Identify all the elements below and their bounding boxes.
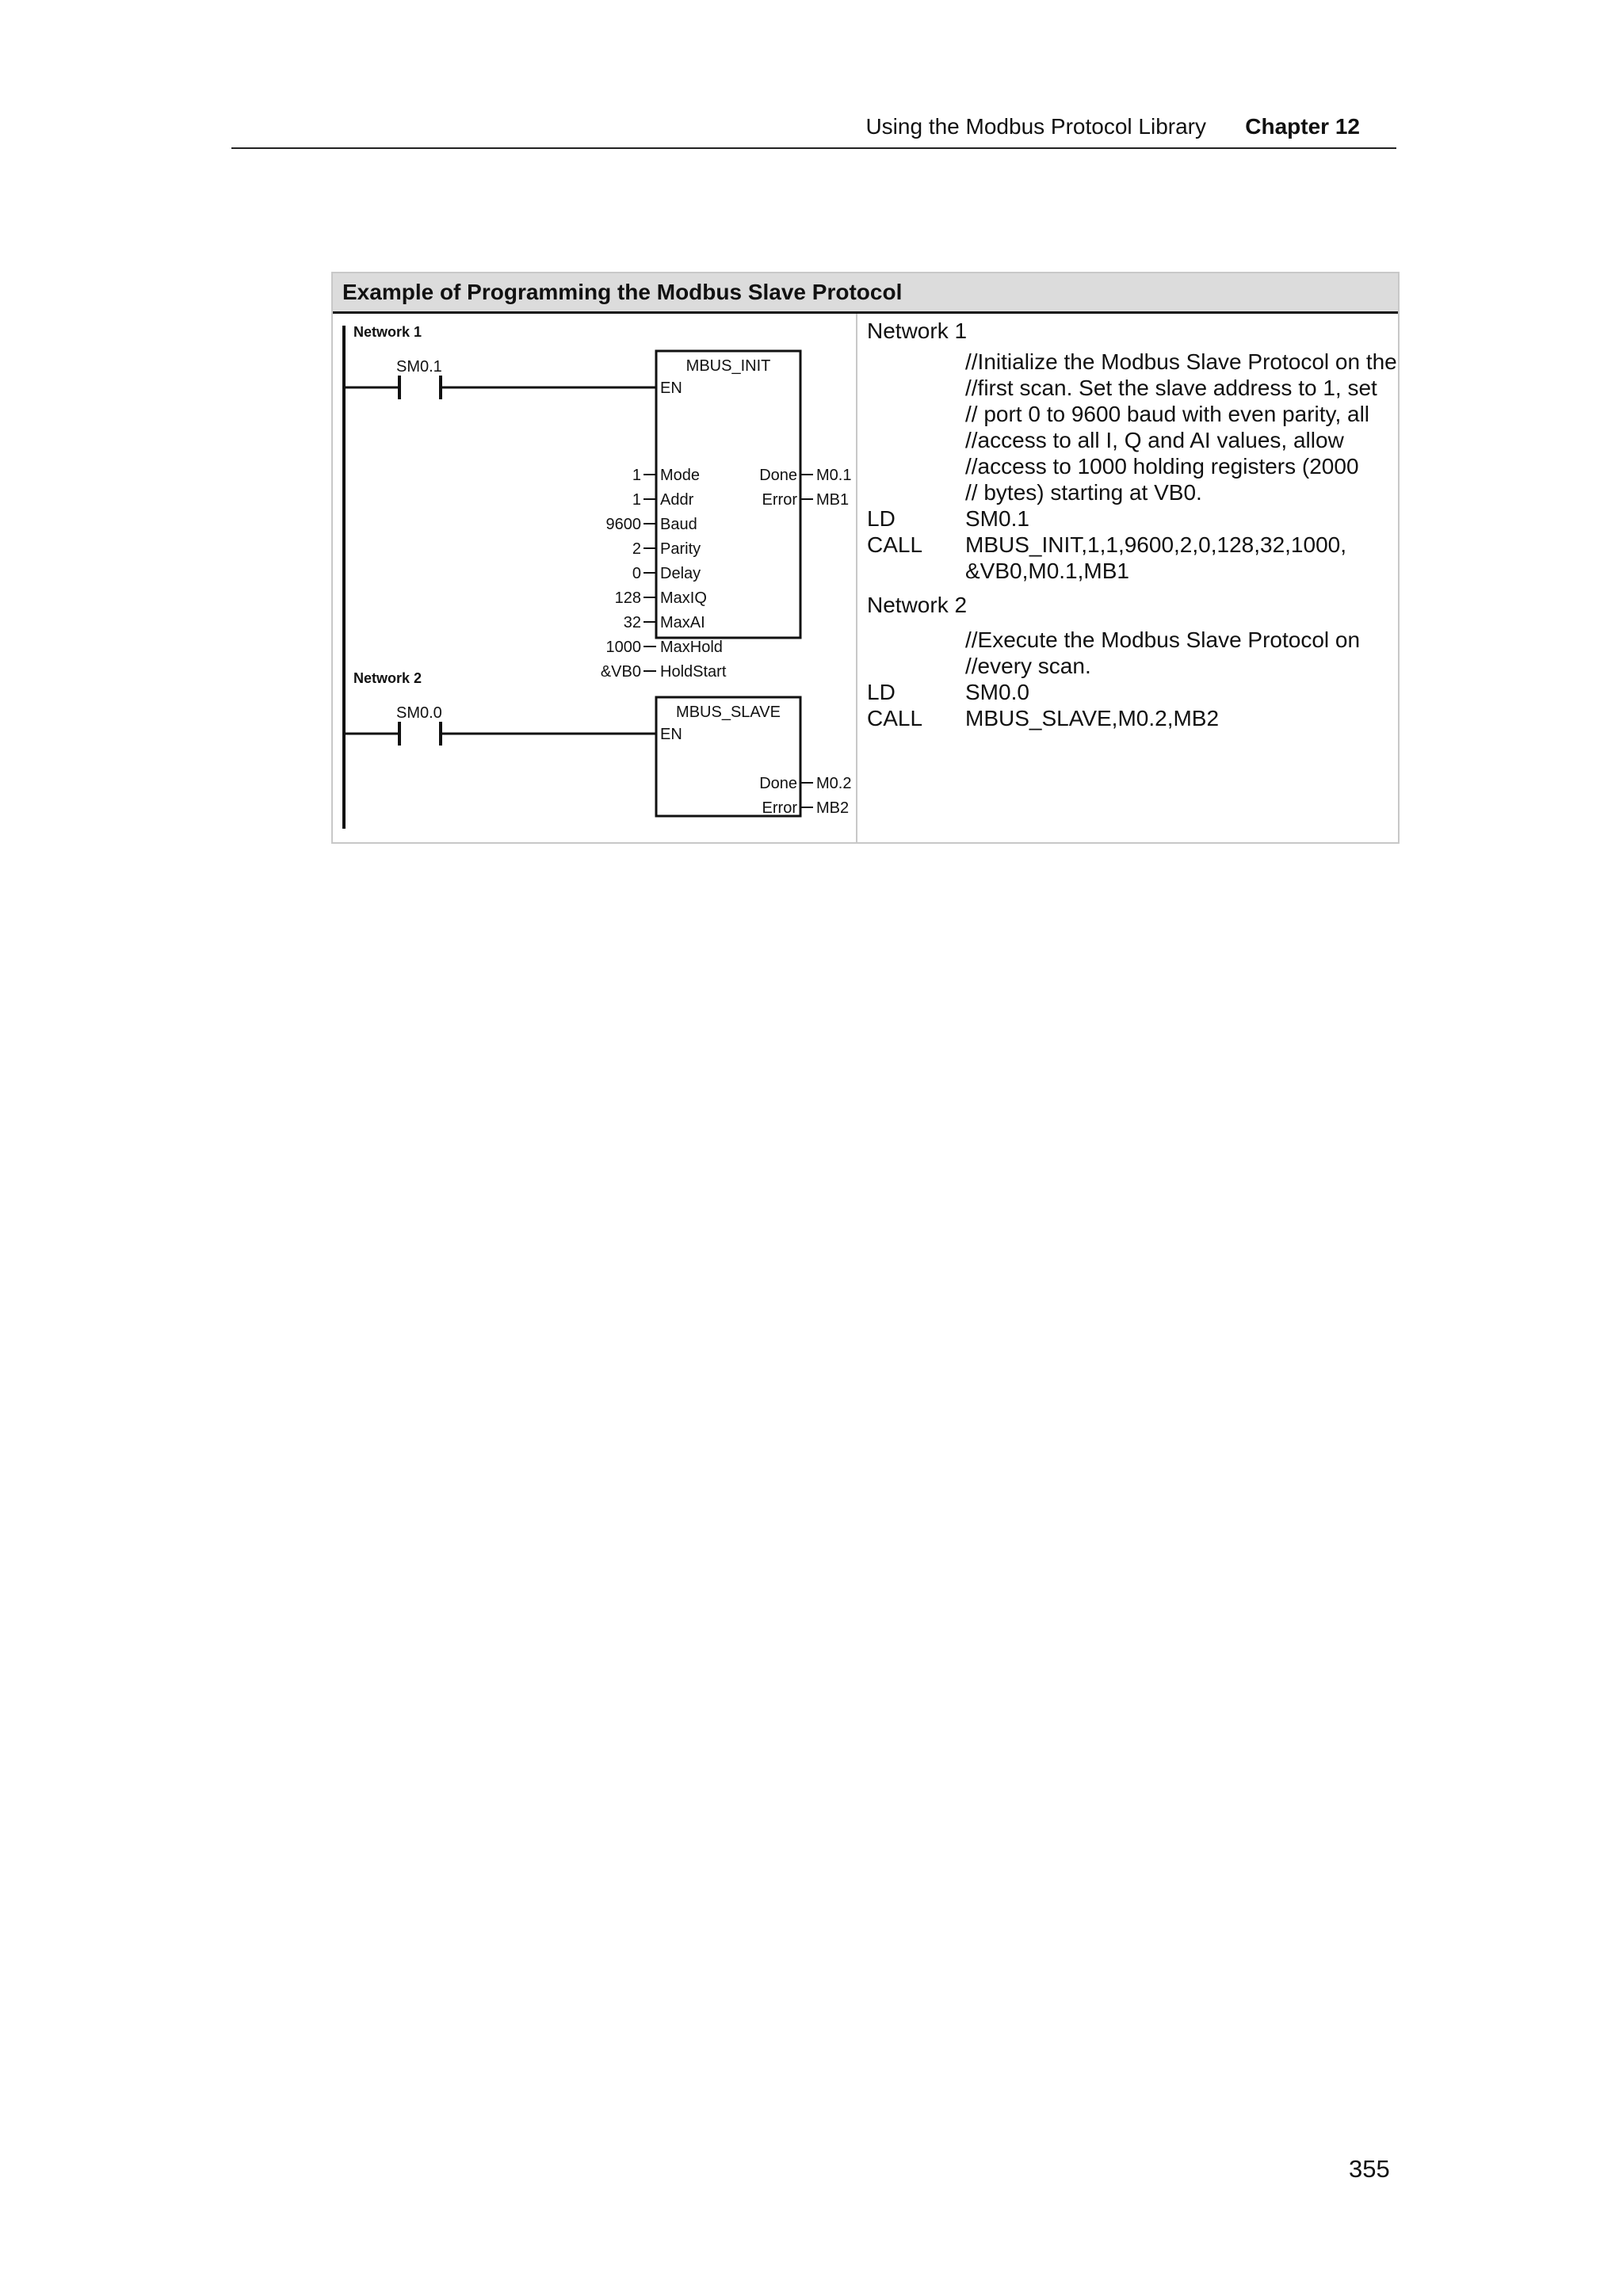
- stl-ld-op: LD: [867, 680, 896, 704]
- output-value: MB1: [816, 491, 850, 509]
- stl-call-op: CALL: [867, 532, 923, 557]
- input-name: Baud: [660, 516, 697, 533]
- input-value: 1: [632, 467, 641, 484]
- input-name: MaxIQ: [660, 589, 707, 607]
- input-value: 1000: [605, 639, 641, 656]
- input-name: MaxAI: [660, 614, 705, 631]
- output-name: Error: [762, 491, 797, 509]
- ladder-diagram: [333, 314, 856, 845]
- input-name: Addr: [660, 491, 694, 509]
- running-title: Using the Modbus Protocol Library: [865, 114, 1206, 139]
- stl-comment-line: //Initialize the Modbus Slave Protocol on the: [965, 349, 1397, 374]
- mbus-slave-title: MBUS_SLAVE: [676, 704, 781, 721]
- page-number: 355: [1349, 2155, 1390, 2183]
- stl-call-arg-continued: &VB0,M0.1,MB1: [965, 559, 1129, 583]
- input-value: 0: [632, 565, 641, 582]
- stl-ld-arg: SM0.1: [965, 506, 1029, 531]
- stl-ld-op: LD: [867, 506, 896, 531]
- input-value: 1: [632, 491, 641, 509]
- input-value: 32: [623, 614, 641, 631]
- contact-2-label: SM0.0: [396, 704, 442, 722]
- stl-comment-line: //Execute the Modbus Slave Protocol on: [965, 627, 1361, 652]
- input-value: &VB0: [600, 663, 641, 681]
- input-name: Delay: [660, 565, 701, 582]
- output-value: MB2: [816, 799, 850, 817]
- stl-comment-line: //every scan.: [965, 654, 1091, 678]
- stl-call-arg: MBUS_SLAVE,M0.2,MB2: [965, 706, 1220, 730]
- stl-cell: [857, 314, 1398, 842]
- stl-call-op: CALL: [867, 706, 923, 730]
- stl-comment-line: // port 0 to 9600 baud with even parity, all: [965, 402, 1370, 426]
- stl-comment-line: //first scan. Set the slave address to 1, set: [965, 376, 1377, 400]
- ladder-network-1-label: Network 1: [353, 324, 422, 340]
- stl-call-arg: MBUS_INIT,1,1,9600,2,0,128,32,1000,: [965, 532, 1346, 557]
- output-name: Done: [759, 775, 797, 792]
- mbus-init-en: EN: [660, 379, 682, 397]
- output-name: Done: [759, 467, 797, 484]
- stl-network-2-title: Network 2: [867, 593, 968, 617]
- stl-comment-line: //access to all I, Q and AI values, allow: [965, 428, 1344, 452]
- input-value: 128: [614, 589, 641, 607]
- example-caption: Example of Programming the Modbus Slave Protocol: [333, 273, 1398, 314]
- ladder-network-2-label: Network 2: [353, 670, 422, 686]
- output-value: M0.1: [816, 467, 852, 484]
- page-header: [231, 111, 1396, 149]
- input-value: 9600: [605, 516, 641, 533]
- ladder-cell: [333, 314, 857, 842]
- contact-1-label: SM0.1: [396, 358, 442, 376]
- stl-ld-arg: SM0.0: [965, 680, 1029, 704]
- stl-comment-line: //access to 1000 holding registers (2000: [965, 454, 1359, 479]
- input-name: HoldStart: [660, 663, 727, 681]
- example-table: [331, 272, 1400, 844]
- output-value: M0.2: [816, 775, 852, 792]
- stl-comment-line: // bytes) starting at VB0.: [965, 480, 1202, 505]
- chapter-label: Chapter 12: [1245, 114, 1360, 139]
- output-name: Error: [762, 799, 797, 817]
- input-name: Parity: [660, 540, 701, 558]
- mbus-slave-en: EN: [660, 726, 682, 743]
- stl-network-1-title: Network 1: [867, 318, 968, 343]
- input-value: 2: [632, 540, 641, 558]
- mbus-init-title: MBUS_INIT: [685, 357, 771, 375]
- input-name: MaxHold: [660, 639, 723, 656]
- input-name: Mode: [660, 467, 701, 484]
